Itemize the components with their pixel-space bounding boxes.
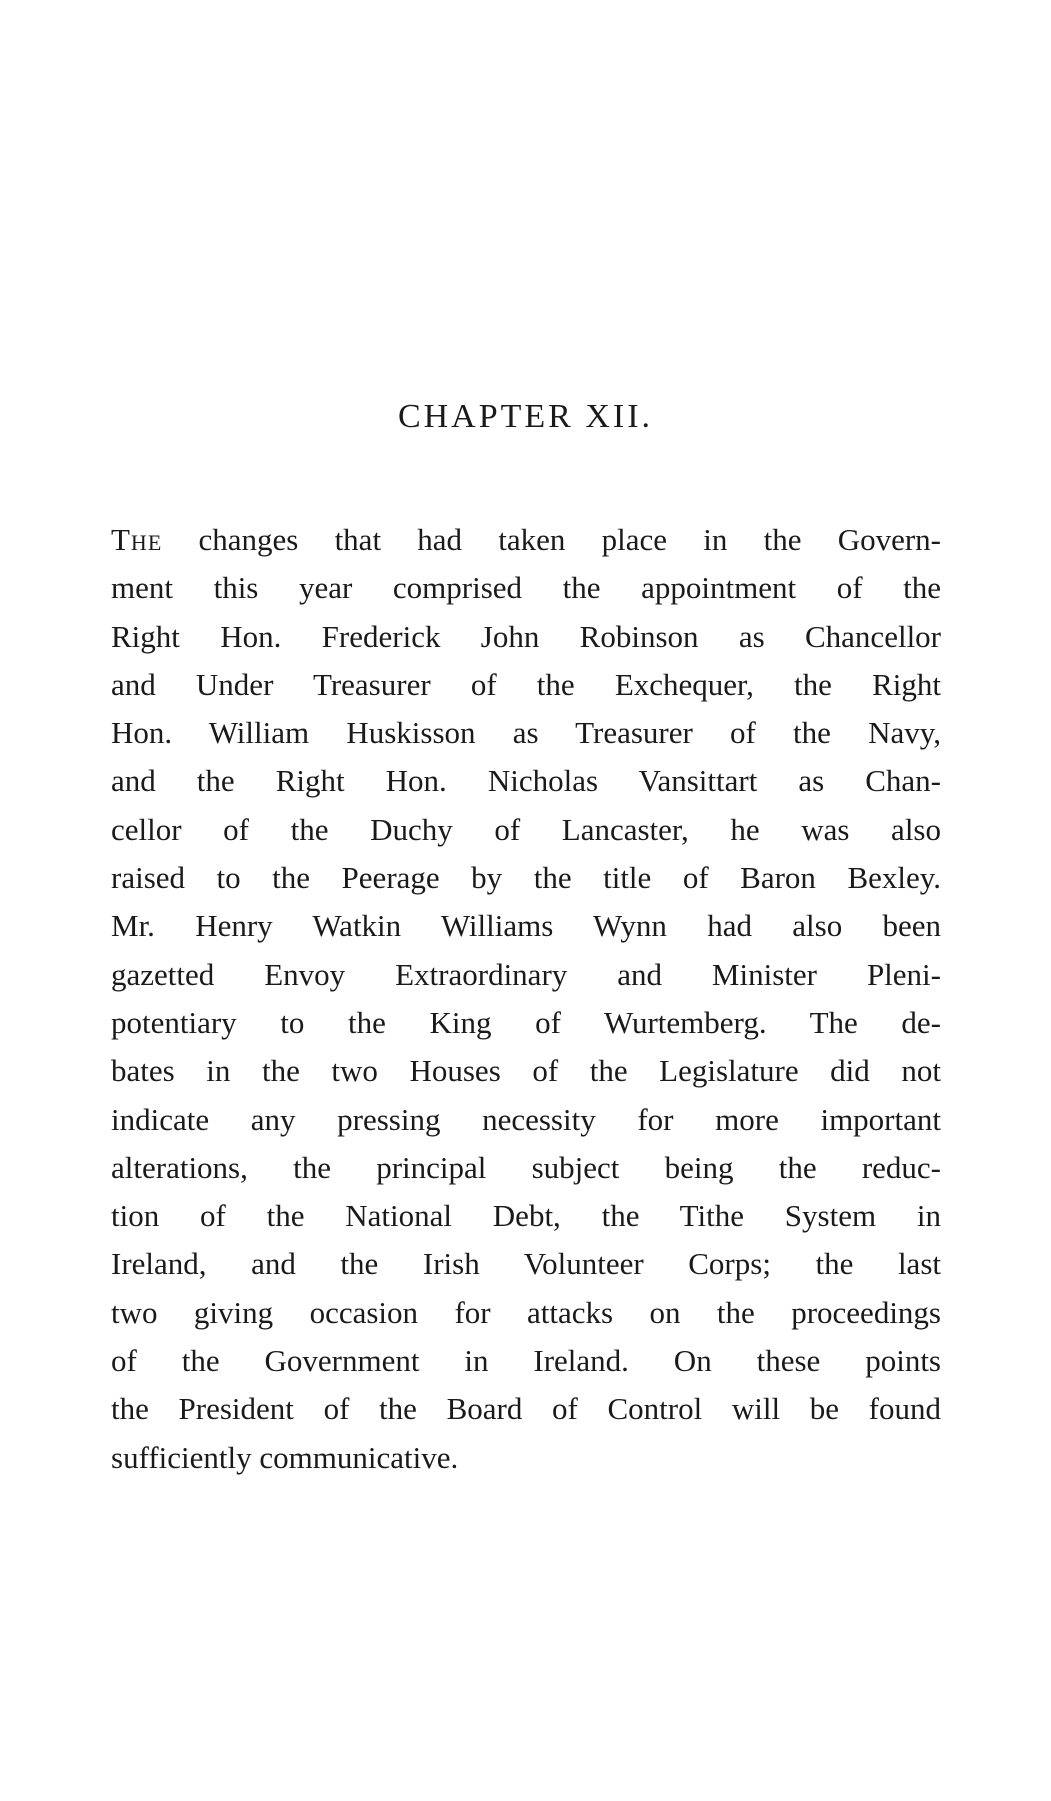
paragraph-line: gazetted Envoy Extraordinary and Minister Pleni- [111, 956, 941, 992]
paragraph-line: Mr. Henry Watkin Williams Wynn had also been [111, 908, 941, 944]
paragraph-line: Hon. William Huskisson as Treasurer of the Navy, [111, 715, 941, 751]
paragraph-line: bates in the two Houses of the Legislature did not [111, 1053, 941, 1089]
paragraph-line: Ireland, and the Irish Volunteer Corps; the last [111, 1246, 941, 1282]
paragraph-line: and the Right Hon. Nicholas Vansittart as Chan- [111, 763, 941, 799]
paragraph-line: tion of the National Debt, the Tithe System in [111, 1198, 941, 1234]
paragraph-line: of the Government in Ireland. On these points [111, 1343, 941, 1379]
paragraph-line: sufficiently communicative. [111, 1439, 459, 1475]
chapter-heading: CHAPTER XII. [397, 398, 654, 435]
paragraph-line: ment this year comprised the appointment of the [111, 570, 941, 606]
paragraph-line: alterations, the principal subject being the reduc- [111, 1149, 941, 1185]
paragraph-line: indicate any pressing necessity for more important [111, 1101, 941, 1137]
paragraph-line: potentiary to the King of Wurtemberg. The de- [111, 1004, 941, 1040]
chapter-paragraph [111, 516, 941, 1482]
paragraph-line: cellor of the Duchy of Lancaster, he was also [111, 811, 941, 847]
paragraph-line: the President of the Board of Control will be found [111, 1391, 941, 1427]
lead-word: The [111, 522, 163, 557]
paragraph-line: two giving occasion for attacks on the proceedings [111, 1294, 941, 1330]
paragraph-line [111, 516, 941, 564]
paragraph-line: Right Hon. Frederick John Robinson as Chancellor [111, 618, 941, 654]
paragraph-line-text: changes that had taken place in the Govern- [162, 522, 941, 557]
paragraph-line: raised to the Peerage by the title of Baron Bexley. [111, 860, 941, 896]
paragraph-line: and Under Treasurer of the Exchequer, the Right [111, 666, 941, 702]
